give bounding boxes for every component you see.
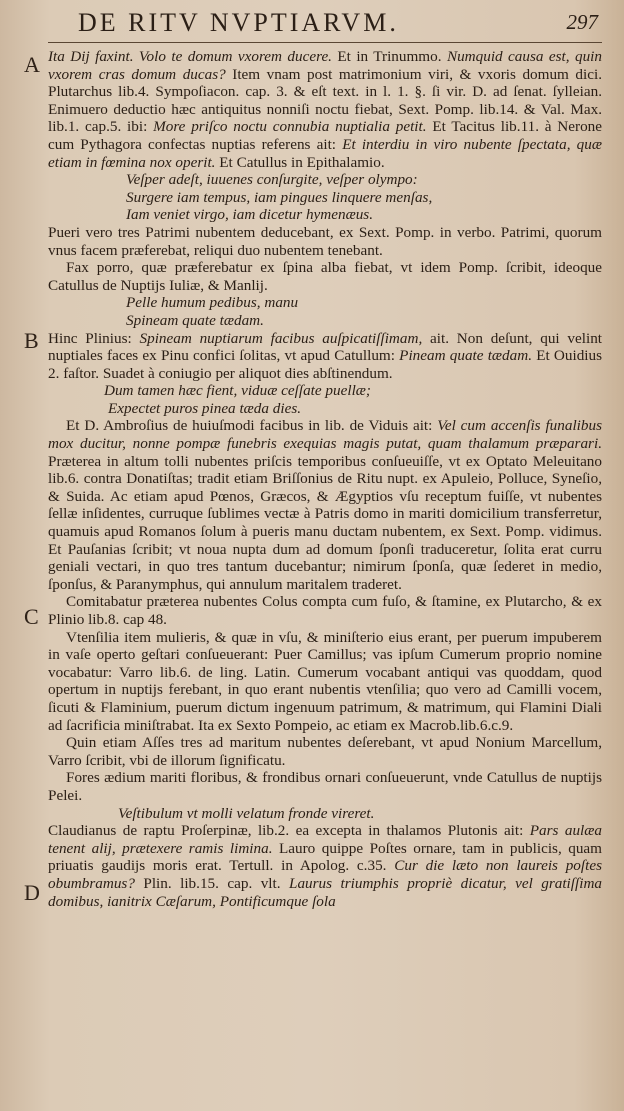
verse-line: Iam veniet virgo, iam dicetur hymenæus. xyxy=(126,206,374,224)
text-run: Claudianus de raptu Proſerpinæ, lib.2. ea excepta in thalamos Plutonis ait: xyxy=(48,822,530,840)
margin-letter-c: C xyxy=(24,604,39,629)
margin-letter-a: A xyxy=(24,52,40,77)
page-number: 297 xyxy=(566,10,598,34)
paragraph-3: Fax porro, quæ præferebatur ex ſpina alba fiebat, vt idem Pomp. ſcribit, ideoque Catullus de Nuptijs Iuliæ, & Manlij. xyxy=(48,259,602,294)
text-run: Hinc Plinius: xyxy=(48,329,140,347)
quote-text: More priſco noctu connubia nuptialia petit. xyxy=(153,118,427,136)
verse-line: Veſper adeſt, iuuenes conſurgite, veſper olympo: xyxy=(126,171,418,189)
paragraph-10 xyxy=(48,822,602,910)
verse-line: Pelle humum pedibus, manu xyxy=(126,294,299,312)
text-run: ait. Non deſunt, qui velint nuptiales faces ex Pinu confici ſolitas, vt apud Catullum: xyxy=(48,329,603,365)
margin-letter-b: B xyxy=(24,328,39,353)
verse-line: Surgere iam tempus, iam pingues linquere menſas, xyxy=(126,188,433,206)
running-head xyxy=(48,6,602,48)
paragraph-9: Fores ædium mariti floribus, & frondibus ornari conſueuerunt, vnde Catullus de nuptijs Pelei. xyxy=(48,769,602,804)
text-run: Plin. lib.15. cap. vlt. xyxy=(134,874,289,892)
paragraph-8: Quin etiam Aſſes tres ad maritum nubentes deſerebant, vt apud Nonium Marcellum, Varro ſcribit, vbi de illorum ſignificatu. xyxy=(48,734,602,769)
body-text xyxy=(48,48,602,910)
paragraph-5 xyxy=(48,417,602,593)
text-run: Præterea in altum tolli nubentes priſcis temporibus conſueuiſſe, vt ex Optato Meleuitano lib.6. contra Donatiſtas; tradit etiam Briſſonius de Ritu nupt. ex Apuleio, Polluce, Syneſio, & Suida. Ac etiam apud Pœnos, Græcos, & Ægyptios vſu receptum fuiſſe, vt nubentes ſellæ inſidentes, curruque ſublimes vectæ à Patris domo in mariti domicilium transferretur, quamuis apud Romanos ſolum à pueris manu ductam nubentem, ex Sext. Pomp. vidimus. Et Pauſanias ſcribit; vt noua nupta dum ad domum ſponſi traduceretur, ſolita erat curru geniali vectari, in quo tres tantum ducebantur; nimirum ſponſa, quæ ſederet in medio, ſponſus, & Paranymphus, qui annulum maritalem traderet. xyxy=(48,452,602,593)
quote-text: Pineam quate tædam. xyxy=(399,347,533,365)
text-run: Et Ouidius 2. faſtor. Suadet à coniugio per aliquot dies abſtinendum. xyxy=(48,347,603,382)
text-run: Et D. Ambroſius de huiuſmodi facibus in lib. de Viduis ait: xyxy=(66,417,438,435)
verse-line: Veſtibulum vt molli velatum fronde vireret. xyxy=(118,804,375,822)
quote-text: Pars aulæa tenent alij, prætexere ramis limina. xyxy=(48,822,602,857)
verse-line: Expectet puros pinea tæda dies. xyxy=(108,399,302,417)
header-rule xyxy=(48,42,602,43)
verse-line: Dum tamen hæc fient, viduæ ceſſate puellæ; xyxy=(104,382,371,400)
text-run: Item vnam post matrimonium viri, & vxoris domum dici. Plutarchus lib.4. Sympoſiacon. cap. 3. & eſt text. in l. 1. §. ſi vir. D. ad ſenat. ſylleian. Enimuero deductio hæc antiquitus nonniſi noctu fiebat, Sext. Pomp. lib.14. & Val. Max. lib.1. cap.5. ibi: xyxy=(48,65,602,136)
quote-text: Ita Dij faxint. Volo te domum vxorem ducere. xyxy=(48,48,332,65)
paragraph-6: Comitabatur præterea nubentes Colus compta cum fuſo, & ſtamine, ex Plutarcho, & ex Plinio lib.8. cap 48. xyxy=(48,593,602,628)
text-run: Et in Trinummo. xyxy=(331,48,447,65)
quote-text: Numquid causa est, quin vxorem cras domum ducas? xyxy=(48,48,602,83)
quote-text: Spineam nuptiarum facibus auſpicatiſſimam, xyxy=(139,329,423,347)
running-title: DE RITV NVPTIARVM. xyxy=(78,8,399,37)
text-run: Et Tacitus lib.11. à Nerone cum Pythagora confectas nuptias referens ait: xyxy=(48,118,602,153)
paragraph-7: Vtenſilia item mulieris, & quæ in vſu, & miniſterio eius erant, per puerum impuberem in vaſe operto geſtari conſueuerant: Puer Camillus; vas ipſum Cumerum proprio nomine vocabatur: Varro lib.6. de ling. Latin. Cumerum vocabant antiqui vas quoddam, quod opertum in nuptijs ferebant, in quo erant nubentis vtenſilia; quo vero ad Camilli vocem, ſicuti & Flaminium, puerum dictum ingenuum patrimum, & matrimum, qui Flamini Diali ad ſacrificia miniſtrabat. Ita ex Sexto Pompeio, ac etiam ex Macrob.lib.6.c.9. xyxy=(48,628,602,734)
quote-text: Et interdiu in viro nubente ſpectata, quæ etiam in fœmina nox operit. xyxy=(48,135,602,171)
text-run: Lauro quippe Poſtes ornare, tam in publicis, quam priuatis gaudijs moris erat. Tertull. in Apolog. c.35. xyxy=(48,839,602,875)
quote-text: Vel cum accenſis funalibus mox ducitur, nonne pompæ funebris exequias magis putat, quam thalamum præparari. xyxy=(48,417,602,453)
verse-line: Spineam quate tædam. xyxy=(126,311,264,329)
paragraph-2: Pueri vero tres Patrimi nubentem deducebant, ex Sext. Pomp. in verbo. Patrimi, quorum vnus facem præferebat, reliqui duo nubentem tenebant. xyxy=(48,223,602,259)
quote-text: Laurus triumphis propriè dicatur, vel gratiſſima domibus, ianitrix Cæſarum, Pontificumque ſola xyxy=(48,874,602,910)
quote-text: Cur die læto non laureis poſtes obumbramus? xyxy=(48,857,602,892)
text-run: Et Catullus in Epithalamio. xyxy=(215,153,385,171)
margin-letter-d: D xyxy=(24,880,40,905)
paragraph-4 xyxy=(48,330,602,383)
paragraph-1 xyxy=(48,48,602,171)
